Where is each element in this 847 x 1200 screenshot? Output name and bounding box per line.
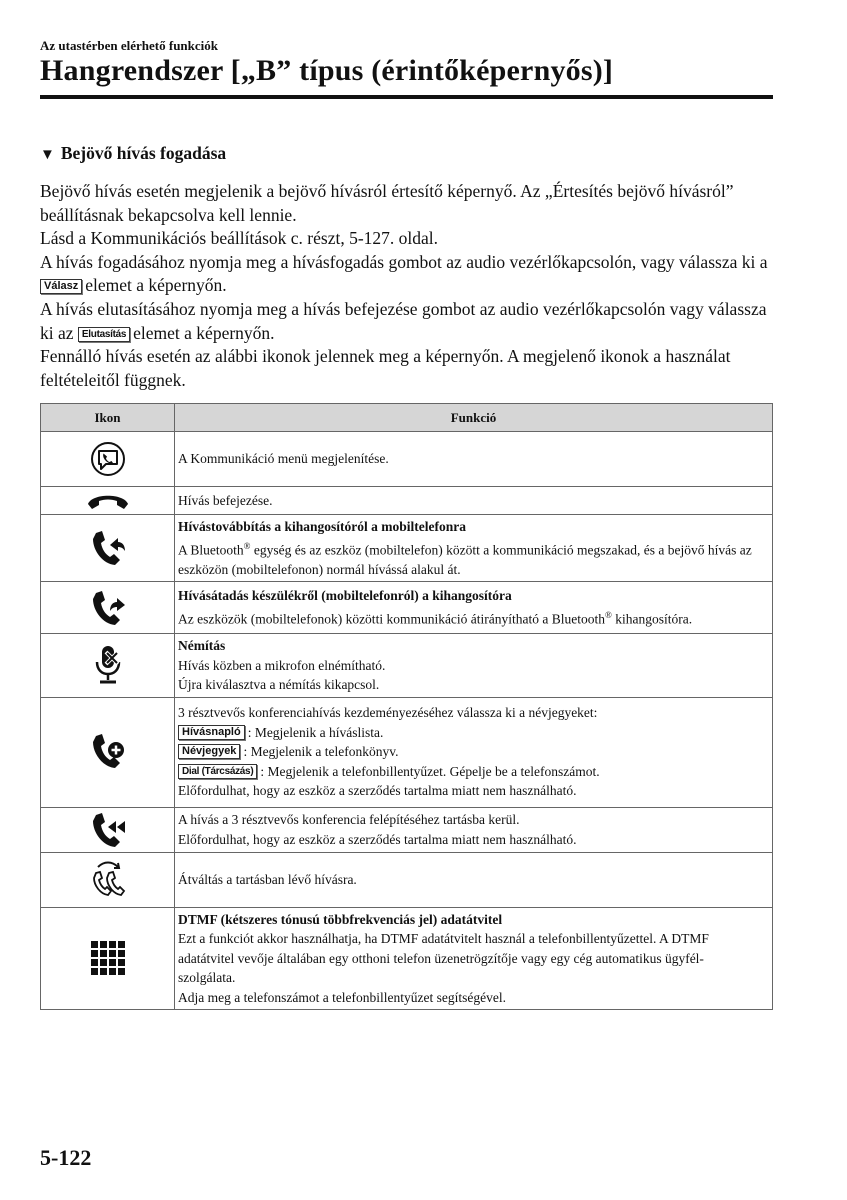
merge-call-icon — [41, 807, 175, 852]
mute-title: Némítás — [178, 638, 226, 653]
transfer-to-phone-title: Hívástovábbítás a kihangosítóról a mobiltelefonra — [178, 519, 467, 534]
answer-text-end: elemet a képernyőn. — [85, 275, 227, 296]
hang-up-icon — [41, 487, 175, 515]
function-cell — [175, 807, 773, 852]
function-cell — [175, 515, 773, 582]
call-history-button: Hívásnapló — [178, 725, 245, 740]
conference-dial: Dial (Tárcsázás) : Megjelenik a telefonbillentyűzet. Gépelje be a telefonszámot. — [178, 762, 768, 782]
dtmf-line-1: Ezt a funkciót akkor használhatja, ha DTMF adatátvitelt használ a telefonbillentyűzettel. A DTMF adatátvitel vevője általában egy otthoni telefon üzenetrögzítője vagy egy cég automatikus ügyfél- — [178, 931, 709, 966]
mute-line-2: Újra kiválasztva a némítás kikapcsol. — [178, 677, 380, 692]
column-header-function: Funkció — [175, 404, 773, 432]
function-cell — [175, 582, 773, 634]
dtmf-line-2: Adja meg a telefonszámot a telefonbillentyűzet segítségével. — [178, 989, 507, 1005]
swap-call-icon — [41, 852, 175, 907]
table-row — [41, 515, 773, 582]
communication-menu-icon — [41, 432, 175, 487]
subheading-text: Bejövő hívás fogadása — [60, 143, 227, 163]
function-cell — [175, 697, 773, 807]
triangle-down-icon: ▼ — [40, 147, 55, 163]
reject-text-end: elemet a képernyőn. — [133, 322, 275, 343]
mute-line-1: Hívás közben a mikrofon elnémítható. — [178, 657, 386, 673]
function-cell — [175, 907, 773, 1010]
reject-button: Elutasítás — [78, 327, 130, 342]
function-cell: Hívás befejezése. — [175, 487, 773, 515]
transfer-to-handsfree-description: Az eszközök (mobiltelefonok) közötti kommunikáció átirányítható a Bluetooth® kihangosítóra. — [178, 609, 693, 627]
table-row — [41, 907, 773, 1010]
function-cell: Átváltás a tartásban lévő hívásra. — [175, 852, 773, 907]
body-text — [40, 180, 780, 392]
title-rule — [40, 95, 773, 99]
icon-function-table — [40, 403, 773, 1010]
answer-button: Válasz — [40, 279, 82, 294]
answer-text: A hívás fogadásához nyomja meg a hívásfogadás gombot az audio vezérlőkapcsolón, vagy válassza ki a — [40, 251, 768, 272]
merge-line-1: A hívás a 3 résztvevős konferencia felépítéséhez tartásba kerül. — [178, 812, 520, 827]
function-cell — [175, 634, 773, 698]
table-row — [41, 807, 773, 852]
keypad-icon — [41, 907, 175, 1010]
reject-text: A hívás elutasításához nyomja meg a hívás befejezése gombot az audio vezérlőkapcsolón vagy válassza ki az — [40, 298, 767, 343]
table-row — [41, 852, 773, 907]
transfer-to-phone-icon — [41, 515, 175, 582]
column-header-icon: Ikon — [41, 404, 175, 432]
subheading — [40, 143, 226, 164]
mute-microphone-icon — [41, 634, 175, 698]
contacts-button: Névjegyek — [178, 744, 240, 759]
paragraph-icons-intro: Fennálló hívás esetén az alábbi ikonok jelennek meg a képernyőn. A megjelenő ikonok a használat feltételeitől függnek. — [40, 346, 731, 390]
table-row — [41, 634, 773, 698]
dtmf-title: DTMF (kétszeres tónusú többfrekvenciás jel) adatátvitel — [178, 911, 503, 927]
paragraph-reference: Lásd a Kommunikációs beállítások c. részt, 5-127. oldal. — [40, 228, 439, 249]
conference-note: Előfordulhat, hogy az eszköz a szerződés tartalma miatt nem használható. — [178, 783, 577, 799]
transfer-to-phone-description: A Bluetooth® egység és az eszköz (mobiltelefon) között a kommunikáció megszakad, és a bejövő hívás az eszközön (mobiltelefonon) normál hívássá alakul át. — [178, 540, 752, 577]
conference-intro: 3 résztvevős konferenciahívás kezdeményezéséhez válassza ki a névjegyeket: — [178, 705, 598, 721]
conference-contacts: Névjegyek : Megjelenik a telefonkönyv. — [178, 742, 768, 762]
merge-line-2: Előfordulhat, hogy az eszköz a szerződés tartalma miatt nem használható. — [178, 831, 577, 847]
paragraph-answer — [40, 251, 780, 298]
transfer-to-handsfree-title: Hívásátadás készülékről (mobiltelefonról) a kihangosítóra — [178, 588, 512, 604]
transfer-to-handsfree-icon — [41, 582, 175, 634]
table-row — [41, 582, 773, 634]
table-row — [41, 487, 773, 515]
table-row — [41, 697, 773, 807]
section-label: Az utastérben elérhető funkciók — [40, 38, 219, 53]
dtmf-line-1b: szolgálata. — [178, 970, 236, 985]
function-cell: A Kommunikáció menü megjelenítése. — [175, 432, 773, 487]
table-row — [41, 432, 773, 487]
page-title: Hangrendszer [„B” típus (érintőképernyős)] — [40, 54, 614, 87]
dial-button: Dial (Tárcsázás) — [178, 764, 257, 779]
paragraph-reject — [40, 298, 780, 345]
page-number: 5-122 — [40, 1145, 92, 1170]
paragraph-notification: Bejövő hívás esetén megjelenik a bejövő hívásról értesítő képernyő. Az „Értesítés bejövő hívásról” beállításnak bekapcsolva kell lennie. — [40, 181, 734, 225]
add-call-icon — [41, 697, 175, 807]
conference-history: Hívásnapló : Megjelenik a híváslista. — [178, 723, 768, 743]
